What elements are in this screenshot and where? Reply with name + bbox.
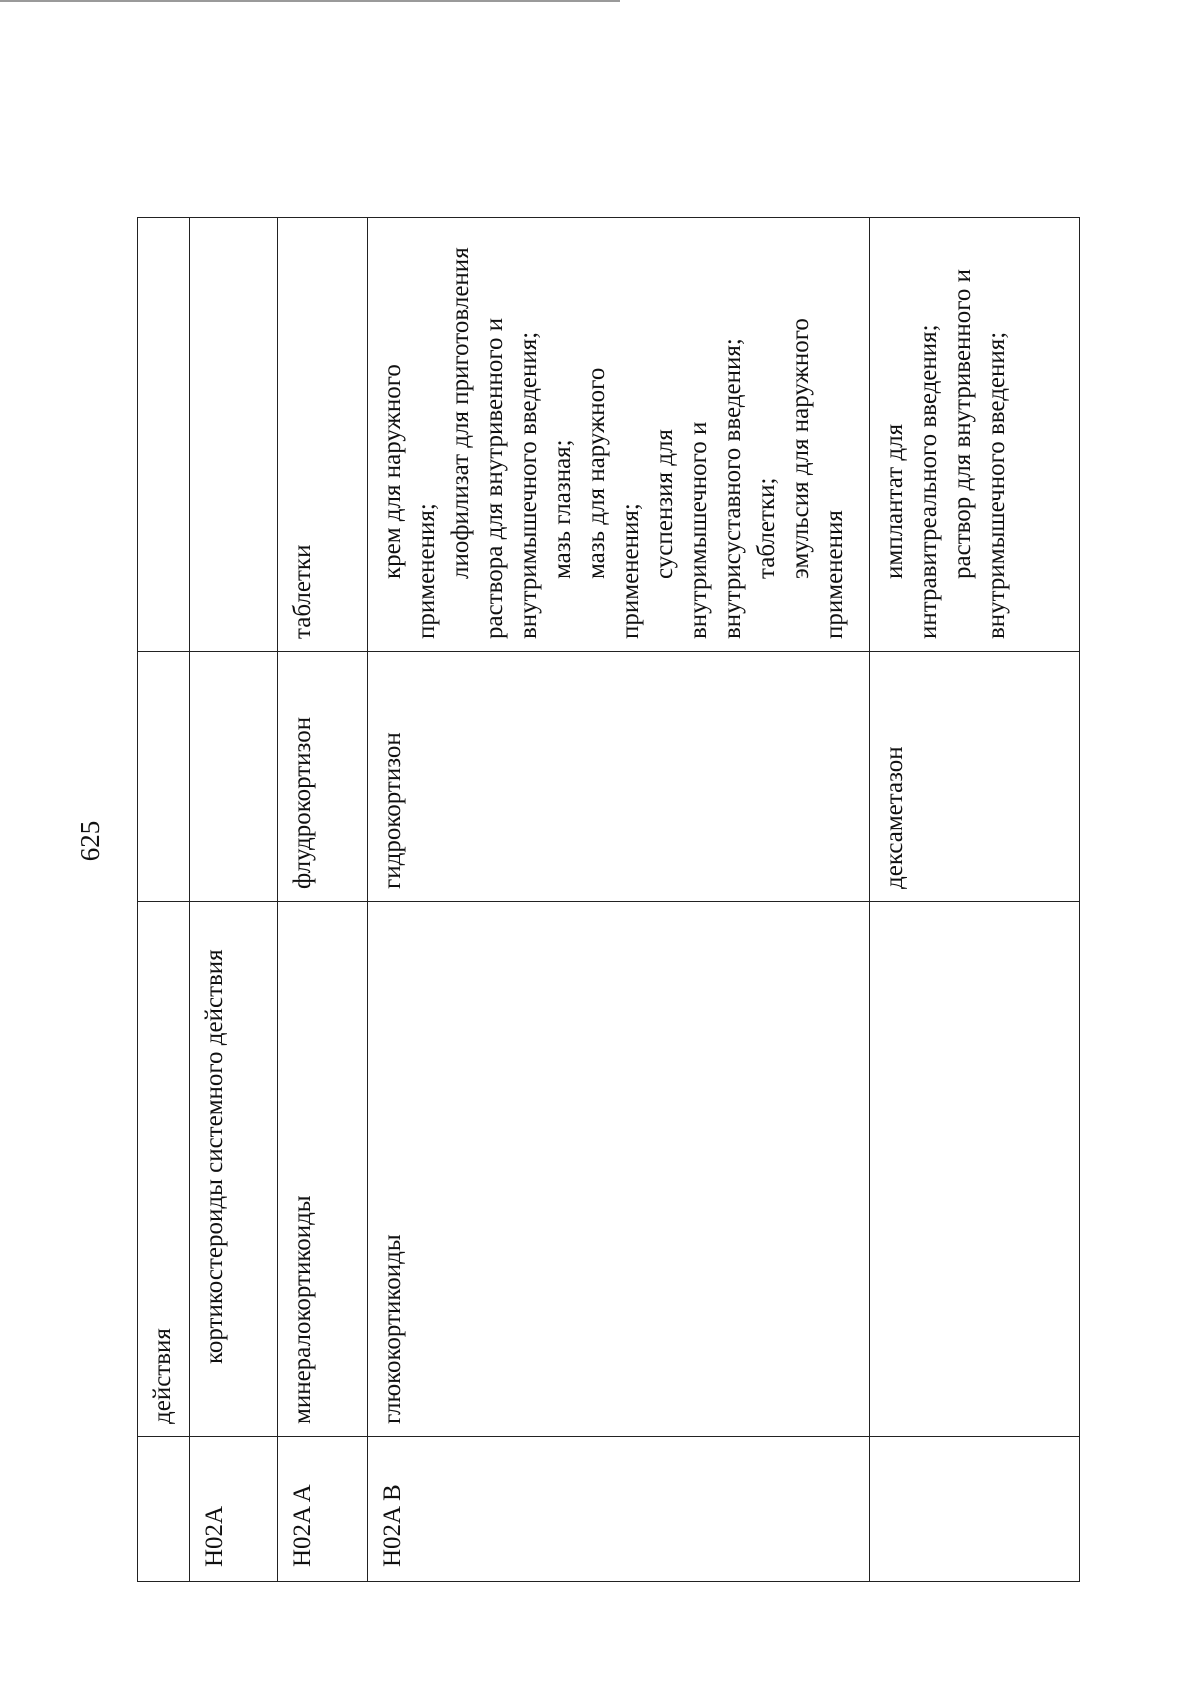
group-name-text: кортикостероиды системного действия (201, 949, 228, 1364)
drug-classification-table (137, 217, 1080, 1582)
dosage-forms-cell (138, 218, 190, 652)
dosage-form: эмульсия для наружного применения (787, 318, 848, 639)
dosage-form: имплантат для интравитреального введения; (881, 324, 942, 639)
drug-name-cell: гидрокортизон (368, 652, 870, 902)
atc-code-cell (870, 1437, 1080, 1582)
dosage-form: суспензия для внутримышечного и внутрисуставного введения; (651, 338, 746, 639)
group-name-cell: глюкокортикоиды (368, 902, 870, 1437)
dosage-form: мазь для наружного применения; (583, 367, 644, 639)
dosage-form: лиофилизат для приготовления раствора для внутривенного и внутримышечного введения; (447, 247, 542, 639)
dosage-forms-cell (870, 218, 1080, 652)
dosage-forms-cell (190, 218, 278, 652)
drug-name-cell: флудрокортизон (278, 652, 368, 902)
table-row (138, 218, 190, 1582)
group-name-cell (190, 902, 278, 1437)
table-row (190, 218, 278, 1582)
atc-code-cell: H02A (190, 1437, 278, 1582)
group-name-cell (870, 902, 1080, 1437)
drug-name-cell (190, 652, 278, 902)
dosage-form: раствор для внутривенного и внутримышечного введения; (949, 268, 1010, 639)
page-number: 625 (75, 820, 105, 862)
dosage-forms-cell (368, 218, 870, 652)
scan-edge-line (0, 0, 620, 2)
dosage-form: мазь глазная; (549, 439, 576, 579)
atc-code-cell: H02A B (368, 1437, 870, 1582)
drug-name-cell: дексаметазон (870, 652, 1080, 902)
dosage-form: крем для наружного применения; (379, 364, 440, 639)
drug-name-cell (138, 652, 190, 902)
dosage-form: таблетки (289, 544, 316, 639)
atc-code-cell (138, 1437, 190, 1582)
table-row (368, 218, 870, 1582)
dosage-form: таблетки; (753, 477, 780, 579)
rotated-table-container (137, 218, 1079, 1582)
group-name-cell: минералокортикоиды (278, 902, 368, 1437)
atc-code-cell: H02A A (278, 1437, 368, 1582)
dosage-forms-cell (278, 218, 368, 652)
table-row (870, 218, 1080, 1582)
group-name-cell: действия (138, 902, 190, 1437)
table-row (278, 218, 368, 1582)
